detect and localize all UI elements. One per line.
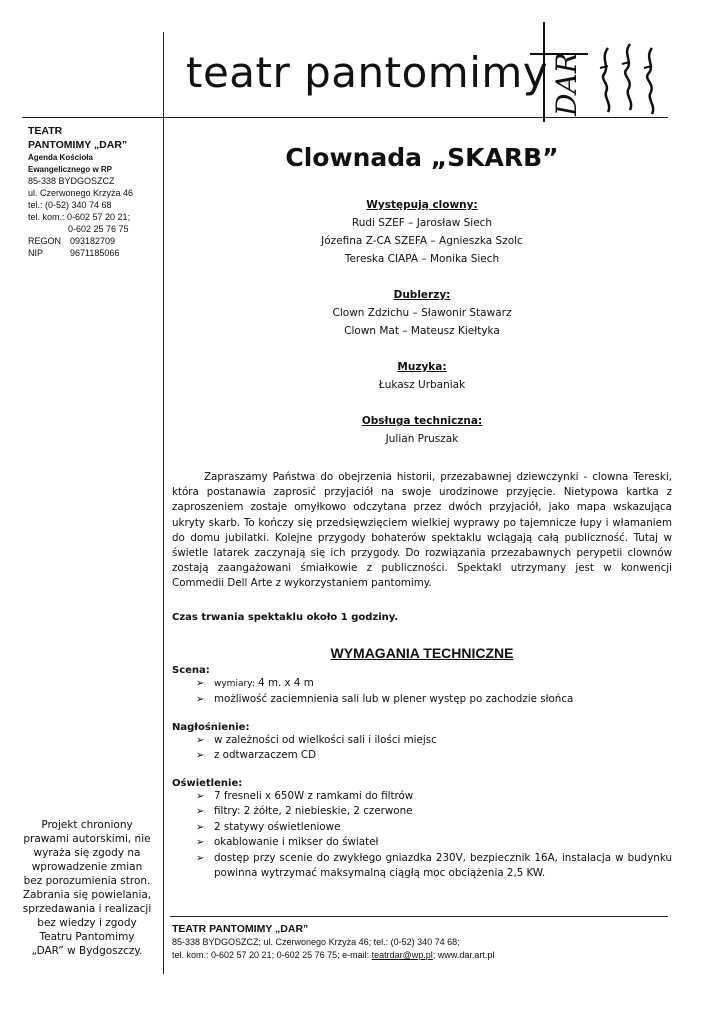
list-item	[172, 692, 672, 708]
list-item	[172, 748, 672, 764]
clown-line: Józefina Z-CA SZEFA – Agnieszka Szolc	[321, 235, 523, 247]
footer-divider	[170, 916, 668, 917]
list-item	[172, 851, 672, 882]
credits-music	[172, 358, 672, 394]
footer-email-link[interactable]: teatrdar@wp.pl	[371, 950, 433, 960]
clown-line: Rudi SZEF – Jarosław Siech	[351, 217, 493, 229]
scene-item: możliwość zaciemnienia sali lub w plener występ po zachodzie słońca	[214, 693, 574, 706]
light-item: 2 statywy oświetleniowe	[214, 820, 341, 833]
light-item: okablowanie i mikser do świateł	[214, 836, 379, 849]
arrow-bullet-icon: ➢	[196, 790, 205, 802]
nip-label: NIP	[28, 248, 44, 258]
sidebar-regon	[28, 235, 160, 247]
arrow-bullet-icon: ➢	[196, 677, 205, 689]
light-heading: Oświetlenie:	[172, 777, 243, 789]
arrow-bullet-icon: ➢	[196, 806, 205, 818]
regon-value: 093182709	[70, 236, 116, 246]
sidebar-mobile2: 0-602 25 76 75	[68, 224, 129, 234]
arrow-bullet-icon: ➢	[196, 750, 205, 762]
vertical-divider	[163, 32, 164, 974]
sidebar-phone: tel.: (0-52) 340 74 68	[28, 200, 112, 210]
arrow-bullet-icon: ➢	[196, 837, 205, 849]
sound-heading: Nagłośnienie:	[172, 721, 250, 733]
brand-title: teatr pantomimy	[186, 48, 549, 97]
requirements-title: WYMAGANIA TECHNICZNE	[330, 644, 514, 661]
regon-label: REGON	[28, 236, 62, 246]
footer-contact	[172, 949, 672, 962]
footer-contact-prefix: tel. kom.: 0-602 57 20 21; 0-602 25 76 75; e-mail:	[172, 950, 370, 960]
nip-value: 9671185066	[70, 248, 120, 258]
light-item: 7 fresneli x 650W z ramkami do filtrów	[214, 789, 414, 802]
credits-understudies	[172, 286, 672, 340]
sidebar-contact	[28, 124, 160, 259]
arrow-bullet-icon: ➢	[196, 734, 205, 746]
scene-dims-label: wymiary:	[214, 678, 255, 689]
scene-dims-value: 4 m. x 4 m	[258, 676, 314, 689]
music-heading: Muzyka:	[397, 361, 447, 373]
understudy-line: Clown Mat – Mateusz Kiełtyka	[344, 325, 500, 337]
list-item	[172, 804, 672, 820]
sidebar-name-line1: TEATR	[28, 125, 63, 137]
tech-line: Julian Pruszak	[385, 433, 459, 445]
understudy-line: Clown Zdzichu – Sławonir Stawarz	[332, 307, 512, 319]
tech-heading: Obsługa techniczna:	[361, 415, 483, 427]
sidebar-postal: 85-338 BYDGOSZCZ	[28, 176, 115, 186]
sidebar-mobile1: tel. kom.: 0-602 57 20 21;	[28, 212, 131, 222]
credits-clowns	[172, 196, 672, 268]
sound-list	[172, 733, 672, 764]
list-item	[172, 733, 672, 749]
footer-name: TEATR PANTOMIMY „DAR”	[172, 923, 309, 935]
arrow-bullet-icon: ➢	[196, 694, 205, 706]
clowns-heading: Występują clowny:	[366, 199, 478, 211]
arrow-bullet-icon: ➢	[196, 821, 205, 833]
copyright-notice: Projekt chroniony prawami autorskimi, nie wyraża się zgody na wprowadzenie zmian bez porozumienia stron. Zabrania się powielania, sprzedawania i realizacji bez wiedzy i zgody Teatru Pantomimy „DAR” w Bydgoszczy.	[22, 819, 152, 957]
sound-item: z odtwarzaczem CD	[214, 749, 317, 762]
sidebar-street: ul. Czerwonego Krzyża 46	[28, 188, 134, 198]
credits-tech	[172, 412, 672, 448]
intro-paragraph: Zapraszamy Państwa do obejrzenia historii, przezabawnej dziewczynki - clowna Tereski, która postanawia zaprosić przyjaciół na swoje urodzinowe przyjęcie. Nietypowa kartka z zaproszeniem zostaje omyłkowo odczytana przez dwóch przyjaciół, jako mapa wskazująca ukryty skarb. To kończy się przedsięwzięciem wielkiej wyprawy po tajemnicze łupy i włamaniem do domu jubilatki. Kolejne przygody bohaterów spektaklu wciągają całą publiczność. Tutaj w świetle latarek zaczynają się ich przygody. Do rozwiązania przezabawnych perypetii clownów zostają zaangażowani śmiałkowie z publiczności. Spektakl utrzymany jest w konwencji Commedii Dell Arte z wykorzystaniem pantomimy.	[172, 471, 672, 590]
page-title: Clownada „SKARB”	[285, 143, 559, 172]
list-item	[172, 835, 672, 851]
understudies-heading: Dublerzy:	[393, 289, 451, 301]
sidebar-agenda-line1: Agenda Kościoła	[28, 153, 93, 162]
main-content	[172, 140, 672, 882]
logo-text: DAR	[550, 52, 583, 116]
list-item	[172, 789, 672, 805]
music-line: Łukasz Urbaniak	[378, 379, 466, 391]
light-item: filtry: 2 żółte, 2 niebieskie, 2 czerwone	[214, 805, 413, 818]
footer-address: 85-338 BYDGOSZCZ; ul. Czerwonego Krzyża 46; tel.: (0-52) 340 74 68;	[172, 937, 460, 947]
scene-heading: Scena:	[172, 664, 210, 676]
sidebar-name-line2: PANTOMIMY „DAR”	[28, 139, 128, 151]
clown-line: Tereska CIAPA – Monika Siech	[344, 253, 500, 265]
light-item: dostęp przy scenie do zwykłego gniazdka 230V, bezpiecznik 16A, instalacja w budynku powinna wytrzymać maksymalną ciągłą moc obciążenia 2,5 KW.	[214, 851, 672, 880]
footer-contact-suffix: ; www.dar.art.pl	[432, 950, 495, 960]
list-item	[172, 676, 672, 693]
arrow-bullet-icon: ➢	[196, 852, 205, 864]
dar-logo	[530, 18, 670, 126]
list-item	[172, 820, 672, 836]
sidebar-nip	[28, 247, 160, 259]
sound-item: w zależności od wielkości sali i ilości miejsc	[214, 733, 437, 746]
footer	[172, 922, 672, 962]
duration-text: Czas trwania spektaklu około 1 godziny.	[172, 611, 399, 623]
scene-list	[172, 676, 672, 708]
light-list	[172, 789, 672, 882]
sidebar-agenda-line2: Ewangelicznego w RP	[28, 164, 113, 174]
